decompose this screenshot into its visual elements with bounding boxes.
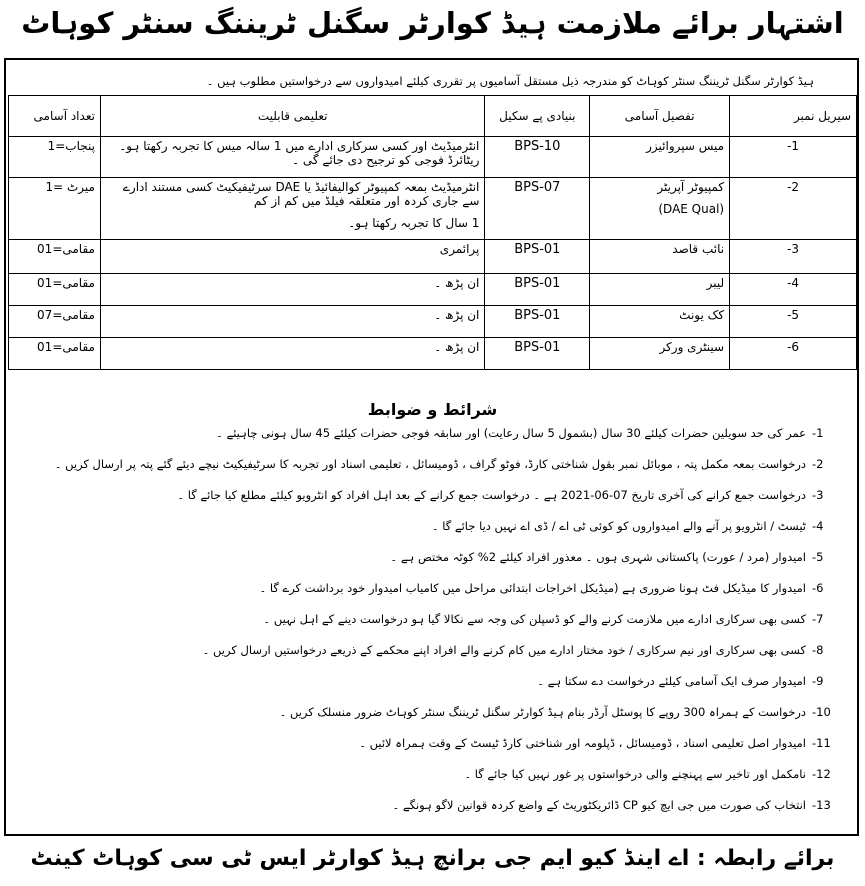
cell-post: [590, 178, 730, 240]
cell-post-text: کمپیوٹر آپریٹر: [657, 180, 725, 194]
cell-serial: [730, 240, 857, 274]
cell-scale-text: BPS-01: [514, 340, 561, 355]
term-text: کسی بھی سرکاری اور نیم سرکاری / خود مختار ادارے میں کام کرنے والے افراد اپنے محکمے کے ذریعے درخواستیں ارسال کریں ۔: [202, 643, 806, 657]
cell-serial: [730, 178, 857, 240]
cell-qualification: [100, 306, 484, 338]
term-number: -12: [812, 767, 831, 781]
cell-post-text: لیبر: [706, 276, 725, 290]
table-row: [9, 137, 857, 178]
term-item: [14, 736, 854, 767]
cell-qualification-text: ان پڑھ ۔: [434, 340, 480, 354]
term-number: -5: [812, 550, 824, 564]
table-header-row: [9, 96, 857, 137]
term-item: [14, 674, 854, 705]
term-item: [14, 457, 854, 488]
table-row: [9, 178, 857, 240]
term-text: کسی بھی سرکاری ادارے میں ملازمت کرنے والے کو ڈسپلن کی وجہ سے نکالا گیا ہو درخواست دینے کے اہل نہیں ۔: [263, 612, 806, 626]
cell-scale-text: BPS-10: [514, 139, 561, 154]
cell-post-text: میس سپروائیزر: [646, 139, 725, 153]
page-title: اشتہار برائے ملازمت ہیڈ کوارٹر سگنل ٹریننگ سنٹر کوہاٹ: [21, 6, 844, 40]
term-number: -2: [812, 457, 824, 471]
cell-scale-text: BPS-01: [514, 242, 561, 257]
term-text: عمر کی حد سویلین حضرات کیلئے 30 سال (بشمول 5 سال رعایت) اور سابقہ فوجی حضرات کیلئے 45 سال ہونی چاہیئے ۔: [216, 426, 806, 440]
term-text: امیدوار کا میڈیکل فٹ ہونا ضروری ہے (میڈیکل اخراجات ابتدائی مراحل میں کامیاب امیدوار خود برداشت کرے گا ۔: [259, 581, 806, 595]
cell-post: [590, 137, 730, 178]
intro-text: ہیڈ کوارٹر سگنل ٹریننگ سنٹر کوہاٹ کو مندرجہ ذیل مستقل آسامیوں پر تقرری کیلئے امیدواروں سے درخواستیں مطلوب ہیں ۔: [206, 74, 814, 88]
cell-qualification: [100, 240, 484, 274]
cell-post: [590, 306, 730, 338]
cell-serial-text: -1: [787, 139, 800, 153]
cell-qualification: [100, 178, 484, 240]
term-text: امیدوار اصل تعلیمی اسناد ، ڈومیسائل ، ڈپلومہ اور شناختی کارڈ ٹیسٹ کے وقت ہمراہ لائیں ۔: [359, 736, 806, 750]
terms-heading: شرائط و ضوابط: [367, 400, 498, 419]
table-row: [9, 306, 857, 338]
term-item: [14, 426, 854, 457]
term-number: -9: [812, 674, 824, 688]
cell-serial-text: -5: [787, 308, 800, 322]
cell-count-text: مقامی=01: [37, 276, 95, 290]
term-number: -6: [812, 581, 824, 595]
term-number: -4: [812, 519, 824, 533]
term-number: -11: [812, 736, 831, 750]
header-serial: سیریل نمبر: [730, 96, 857, 137]
cell-post-line2: (DAE Qual): [658, 202, 725, 216]
term-item: [14, 612, 854, 643]
terms-list: [14, 426, 854, 829]
term-number: -10: [812, 705, 831, 719]
cell-scale: [485, 240, 590, 274]
cell-count-text: مقامی=01: [37, 242, 95, 256]
cell-count-text: مقامی=01: [37, 340, 95, 354]
cell-serial-text: -3: [787, 242, 800, 256]
cell-scale: [485, 274, 590, 306]
term-text: انتخاب کی صورت میں جی ایچ کیو CP ڈائریکٹوریٹ کے واضع کردہ قوانین لاگو ہونگے ۔: [392, 798, 806, 812]
term-item: [14, 643, 854, 674]
cell-serial: [730, 137, 857, 178]
table-row: [9, 338, 857, 370]
term-number: -13: [812, 798, 831, 812]
header-post: تفصیل آسامی: [590, 96, 730, 137]
cell-qualification: [100, 338, 484, 370]
contact-footer: برائے رابطہ : اے اینڈ کیو ایم جی برانچ ہیڈ کوارٹر ایس ٹی سی کوہاٹ کینٹ: [30, 846, 835, 871]
term-item: [14, 488, 854, 519]
cell-serial: [730, 338, 857, 370]
cell-scale: [485, 178, 590, 240]
cell-post-text: کک یونٹ: [679, 308, 725, 322]
cell-scale: [485, 137, 590, 178]
term-text: درخواست بمعہ مکمل پتہ ، موبائل نمبر بقول شناختی کارڈ، فوٹو گراف ، ڈومیسائل ، تعلیمی اسناد اور تجربہ کا سرٹیفیکیٹ نیچے دیئے گئے پتہ پر ارسال کریں ۔: [54, 457, 806, 471]
cell-count: [9, 137, 101, 178]
term-text: درخواست کے ہمراہ 300 روپے کا پوسٹل آرڈر بنام ہیڈ کوارٹر سگنل ٹریننگ سنٹر کوہاٹ ضرور منسلک کریں ۔: [279, 705, 806, 719]
cell-scale-text: BPS-07: [514, 180, 561, 195]
cell-qualification-text: انٹرمیڈیٹ بمعہ کمپیوٹر کوالیفائیڈ یا DAE سرٹیفیکیٹ کسی مستند ادارے سے جاری کردہ اور متعلقہ فیلڈ میں کم از کم: [122, 180, 480, 208]
cell-qualification: [100, 137, 484, 178]
posts-table: [8, 95, 857, 370]
term-number: -7: [812, 612, 824, 626]
cell-count-text: مقامی=07: [37, 308, 95, 322]
table-row: [9, 274, 857, 306]
cell-qualification-line2: 1 سال کا تجربہ رکھتا ہو۔: [348, 216, 480, 230]
term-text: امیدوار (مرد / عورت) پاکستانی شہری ہوں ۔ معذور افراد کیلئے 2% کوٹہ مختص ہے ۔: [390, 550, 806, 564]
cell-serial: [730, 274, 857, 306]
cell-qualification: [100, 274, 484, 306]
cell-post: [590, 274, 730, 306]
term-text: درخواست جمع کرانے کی آخری تاریخ 07-06-2021 ہے ۔ درخواست جمع کرانے کے بعد اہل افراد کو انٹرویو کیلئے مطلع کیا جائے گا ۔: [177, 488, 806, 502]
header-count: تعداد آسامی: [9, 96, 101, 137]
term-number: -8: [812, 643, 824, 657]
cell-post-text: سینٹری ورکر: [659, 340, 725, 354]
cell-scale: [485, 306, 590, 338]
term-text: امیدوار صرف ایک آسامی کیلئے درخواست دے سکتا ہے ۔: [537, 674, 806, 688]
cell-scale-text: BPS-01: [514, 308, 561, 323]
cell-qualification-text: پرائمری: [439, 242, 480, 256]
cell-count: [9, 178, 101, 240]
cell-qualification-text: ان پڑھ ۔: [434, 276, 480, 290]
cell-count: [9, 306, 101, 338]
cell-post: [590, 338, 730, 370]
cell-serial-text: -2: [787, 180, 800, 194]
term-item: [14, 550, 854, 581]
cell-qualification-text: ان پڑھ ۔: [434, 308, 480, 322]
cell-qualification-text: انٹرمیڈیٹ اور کسی سرکاری ادارے میں 1 سالہ میس کا تجربہ رکھتا ہو۔ ریٹائرڈ فوجی کو ترجیح دی جائے گی ۔: [119, 139, 480, 167]
cell-count: [9, 274, 101, 306]
cell-count-text: پنجاب=1: [47, 139, 95, 153]
term-item: [14, 519, 854, 550]
cell-count: [9, 240, 101, 274]
cell-scale: [485, 338, 590, 370]
term-item: [14, 705, 854, 736]
term-number: -3: [812, 488, 824, 502]
cell-post-text: نائب قاصد: [672, 242, 725, 256]
cell-post: [590, 240, 730, 274]
term-item: [14, 767, 854, 798]
cell-scale-text: BPS-01: [514, 276, 561, 291]
cell-serial-text: -6: [787, 340, 800, 354]
cell-serial-text: -4: [787, 276, 800, 290]
term-text: نامکمل اور تاخیر سے پہنچنے والی درخواستوں پر غور نہیں کیا جائے گا ۔: [464, 767, 806, 781]
term-number: -1: [812, 426, 824, 440]
cell-count-text: میرٹ =1: [45, 180, 95, 194]
term-item: [14, 581, 854, 612]
cell-count: [9, 338, 101, 370]
header-scale: بنیادی پے سکیل: [485, 96, 590, 137]
term-item: [14, 798, 854, 829]
cell-serial: [730, 306, 857, 338]
term-text: ٹیسٹ / انٹرویو پر آنے والے امیدواروں کو کوئی ٹی اے / ڈی اے نہیں دیا جائے گا ۔: [431, 519, 806, 533]
table-row: [9, 240, 857, 274]
header-qualification: تعلیمی قابلیت: [100, 96, 484, 137]
